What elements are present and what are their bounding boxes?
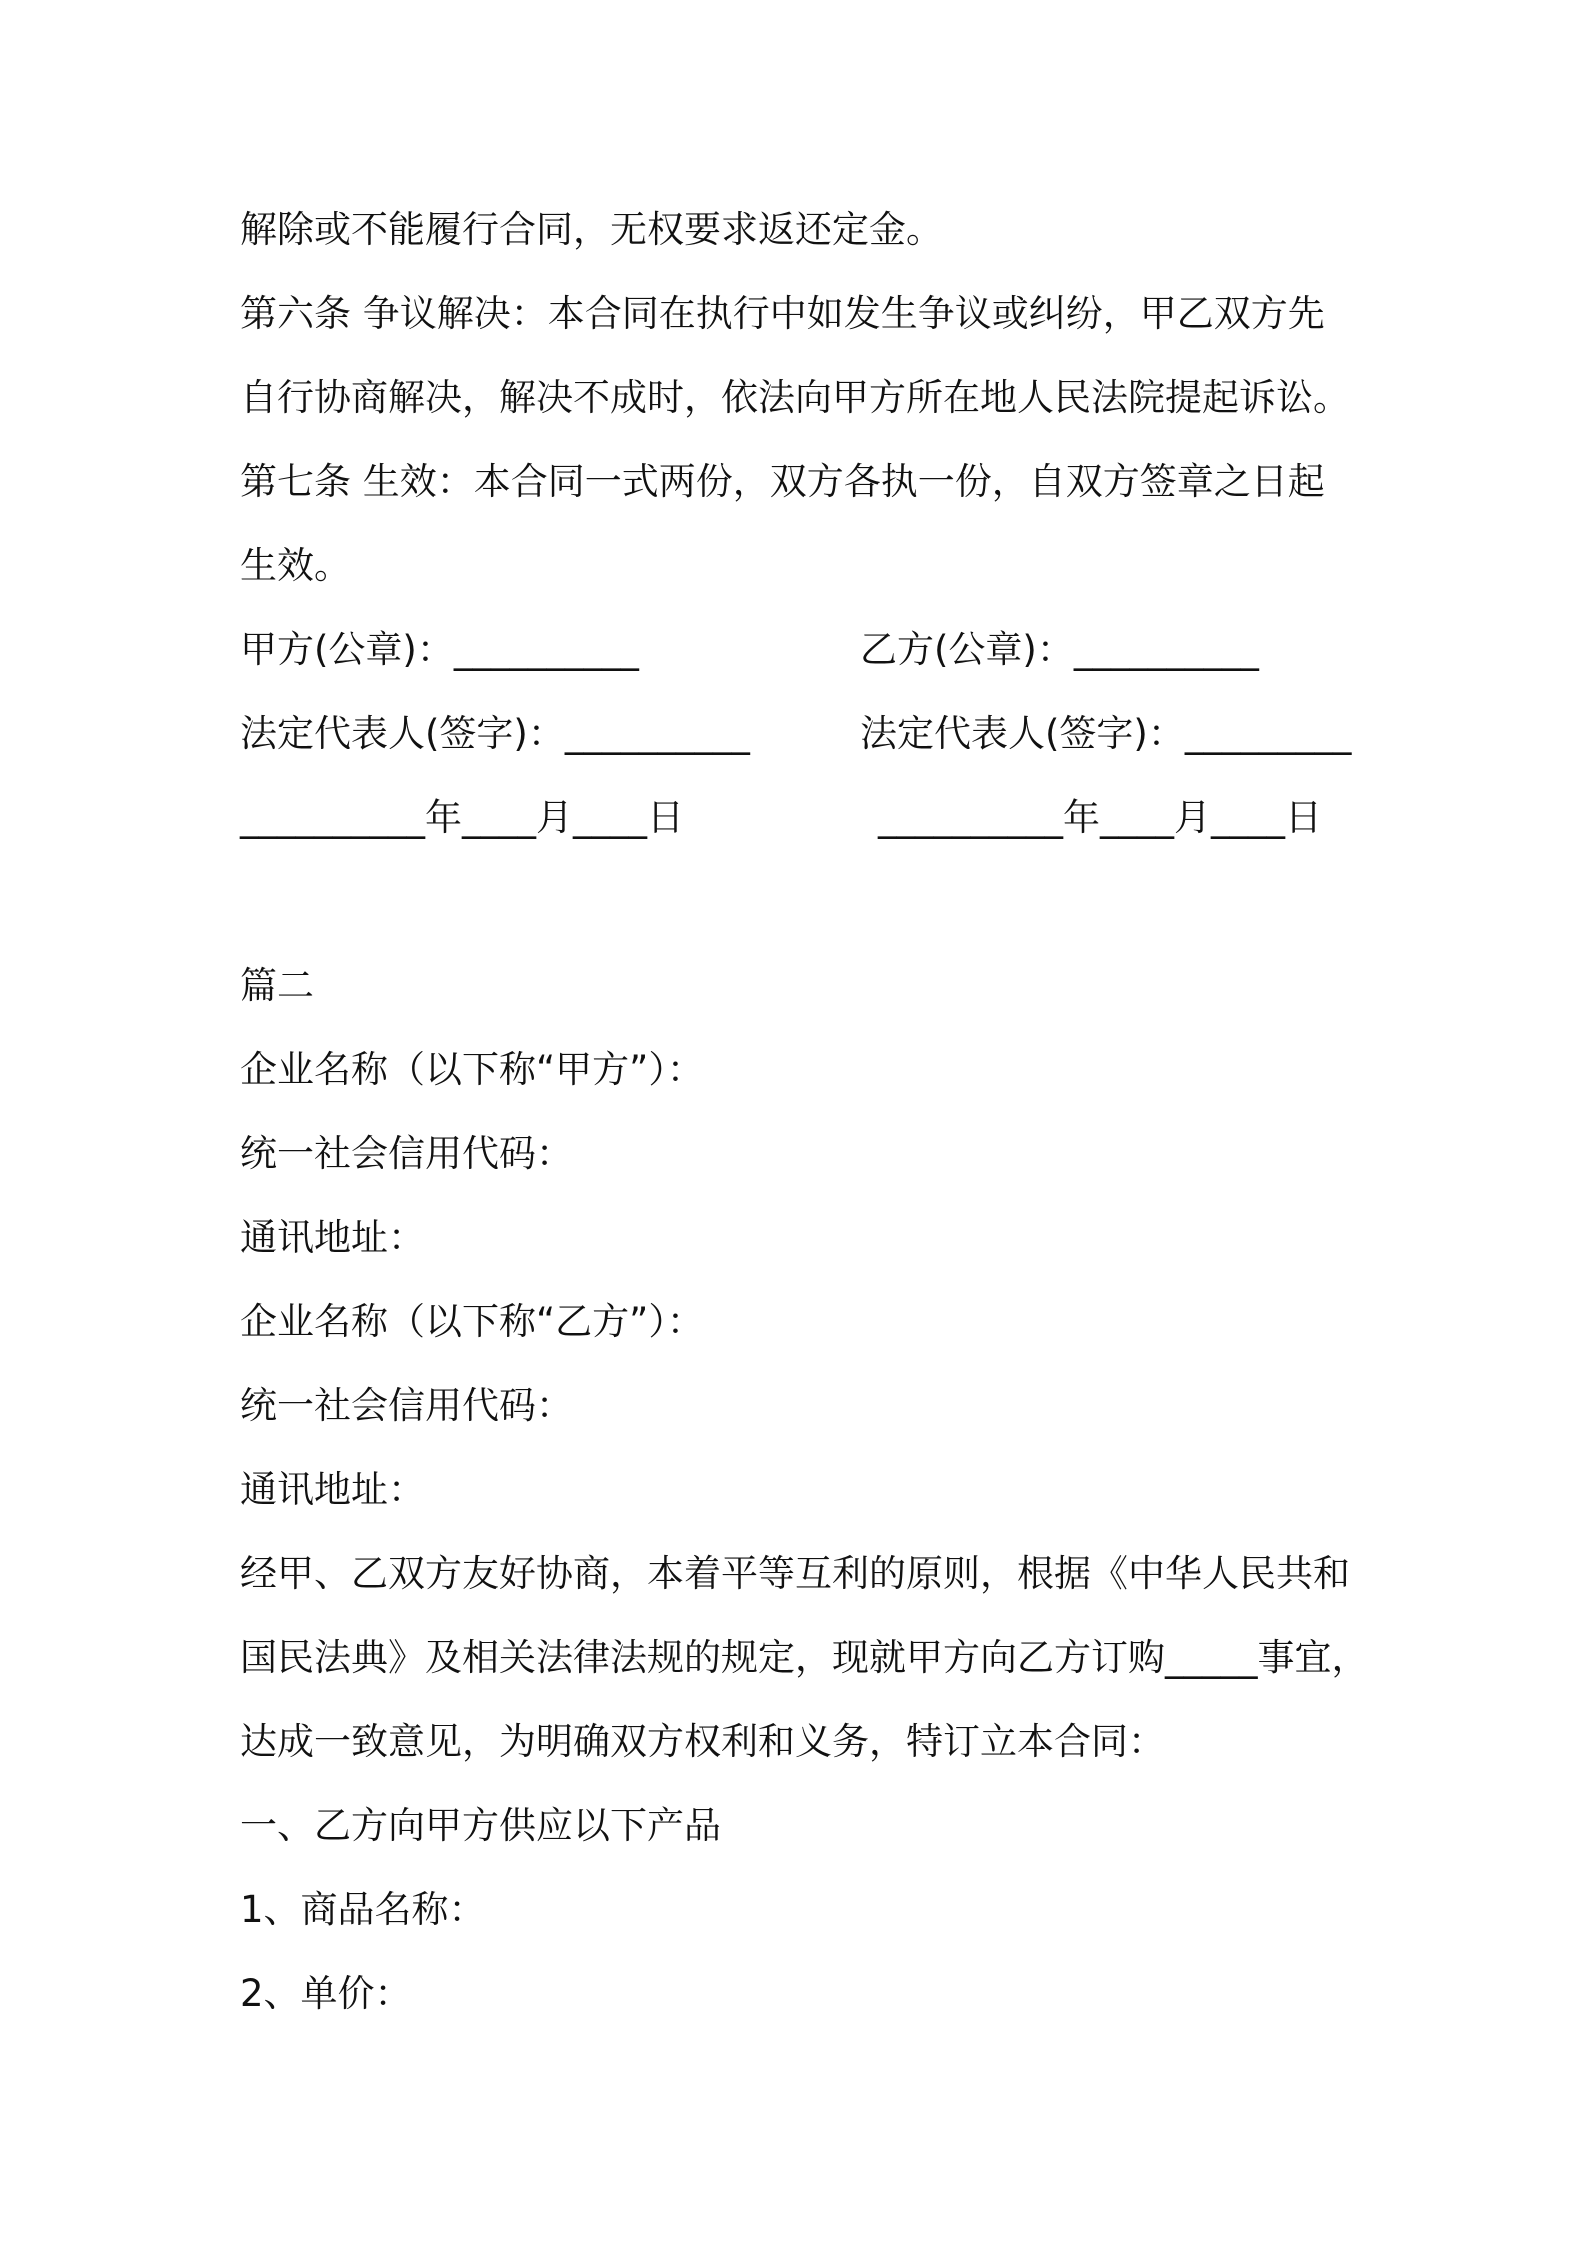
- party-b-address: 通讯地址：: [240, 1468, 425, 1511]
- party-a-seal: 甲方(公章)：__________: [240, 628, 639, 671]
- article-seven-line-1: 第七条 生效：本合同一式两份，双方各执一份，自双方签章之日起: [240, 460, 1325, 503]
- preamble-line-1: 经甲、乙双方友好协商，本着平等互利的原则，根据《中华人民共和: [240, 1552, 1350, 1595]
- section-heading: 篇二: [240, 964, 314, 1007]
- party-b-company-name: 企业名称（以下称“乙方”）：: [240, 1300, 704, 1343]
- party-b-representative: 法定代表人(签字)：_________: [860, 712, 1352, 755]
- article-seven-line-2: 生效。: [240, 544, 351, 587]
- preamble-line-2: 国民法典》及相关法律法规的规定，现就甲方向乙方订购_____事宜，: [240, 1636, 1369, 1679]
- paragraph-line: 解除或不能履行合同，无权要求返还定金。: [240, 208, 943, 251]
- party-b-credit-code: 统一社会信用代码：: [240, 1384, 573, 1427]
- article-six-line-1: 第六条 争议解决：本合同在执行中如发生争议或纠纷，甲乙双方先: [240, 292, 1325, 335]
- article-six-line-2: 自行协商解决，解决不成时，依法向甲方所在地人民法院提起诉讼。: [240, 376, 1350, 419]
- party-b-seal: 乙方(公章)：__________: [860, 628, 1259, 671]
- party-a-company-name: 企业名称（以下称“甲方”）：: [240, 1048, 704, 1091]
- item-unit-price: 2、单价：: [240, 1972, 412, 2015]
- party-a-credit-code: 统一社会信用代码：: [240, 1132, 573, 1175]
- preamble-line-3: 达成一致意见，为明确双方权利和义务，特订立本合同：: [240, 1720, 1165, 1763]
- item-product-name: 1、商品名称：: [240, 1888, 486, 1931]
- party-b-date: __________年____月____日: [878, 796, 1322, 839]
- party-a-date: __________年____月____日: [240, 796, 684, 839]
- party-a-address: 通讯地址：: [240, 1216, 425, 1259]
- party-a-representative: 法定代表人(签字)：__________: [240, 712, 750, 755]
- clause-one-heading: 一、乙方向甲方供应以下产品: [240, 1804, 721, 1847]
